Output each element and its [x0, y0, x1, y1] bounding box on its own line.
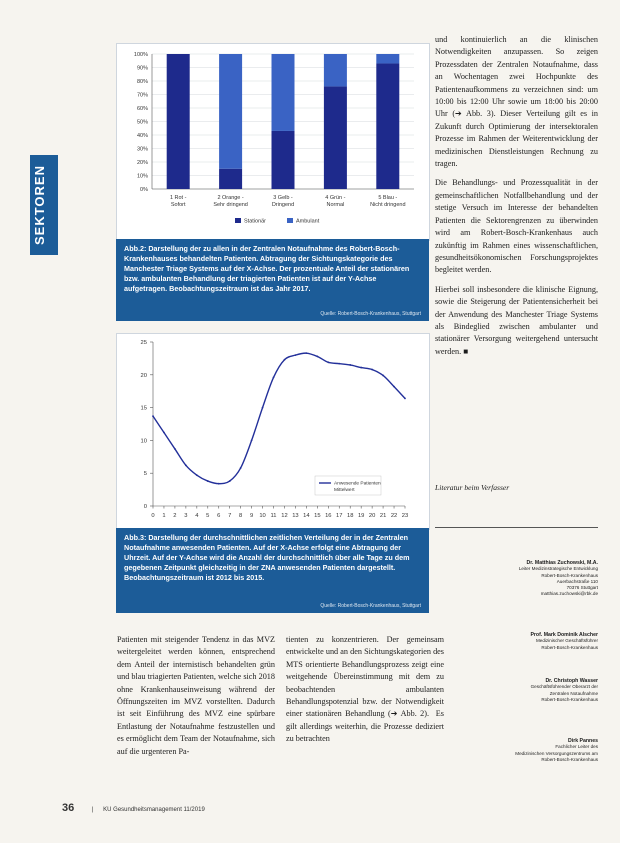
author-line: Geschäftsführender Oberarzt der — [530, 684, 598, 690]
data-point — [240, 467, 242, 469]
x-tick-label: Nicht dringend — [370, 202, 406, 208]
data-point — [152, 415, 154, 417]
literature-note: Literatur beim Verfasser — [435, 483, 510, 492]
section-tab — [30, 155, 58, 255]
data-point — [185, 464, 187, 466]
y-tick-label: 10 — [140, 438, 147, 445]
x-tick-label: 10 — [259, 513, 266, 519]
paragraph: und kontinuierlich an die klinischen Notwendigkeiten anzupassen. So zeigen Prozessdaten der Zentralen Notaufnahme, dass an Wochentagen zwei Hochpunkte des Patientenaufkommens zu verzeichnen sind: um 10:00 bis 12:00 Uhr sowie um 18:00 bis 20:00 Uhr (➔ Abb. 3). Dieser Verteilung gilt es in Zukunft durch Optimierung der intersektoralen Prozesse im Rahmen der Weiterentwicklung der medizinischen Dienstleistungen Rechnung zu tragen. — [435, 35, 598, 169]
x-tick-label: 2 Orange - — [217, 195, 244, 201]
x-tick-label: 5 Blau - — [378, 195, 398, 201]
bar-ambulant — [272, 54, 295, 131]
caption-abb3-text: Abb.3: Darstellung der durchschnittlichen zeitlichen Verteilung der in der Zentralen Notaufnahme anwesenden Patienten. Auf der X-Achse erfolgt eine Abtragung der Uhrzeit. Auf der Y-Achse wird die Anzahl der durchschnittlich über alle Tage zu dem gegebenen Zeitpunkt gleichzeitig in der ZNA anwesenden Patienten dargestellt. Beobachtungszeitraum ist 2012 bis 2015. — [124, 533, 410, 582]
y-tick-label: 50% — [136, 119, 148, 126]
author-line: Fachlicher Leiter des — [555, 744, 598, 750]
bottom-column-1 — [117, 634, 275, 758]
author-line: Robert-Bosch-Krankenhaus — [541, 756, 598, 762]
data-point — [174, 448, 176, 450]
author-email: matthias.zuchowski@rbk.de — [540, 591, 598, 597]
x-tick-label: 3 — [184, 513, 188, 519]
caption-abb2-text: Abb.2: Darstellung der zu allen in der Zentralen Notaufnahme des Robert-Bosch-Krankenhauses behandelten Patienten. Abtragung der Sichtungskategorie des Manchester Triage Systems auf der X-Achse. Der prozentuale Anteil der stationären bzw. ambulanten Behandlung der triagierten Patienten ist auf der Y-Achse aufgetragen. Beobachtungszeitraum ist das Jahr 2017. — [124, 244, 410, 293]
page-number: 36 — [62, 802, 75, 814]
x-tick-label: 4 Grün - — [325, 195, 346, 201]
data-point — [218, 483, 220, 485]
data-point — [229, 480, 231, 482]
bar-ambulant — [219, 54, 242, 169]
bar-ambulant — [324, 54, 347, 86]
figure-stacked-bar — [116, 43, 430, 241]
author-line: 70376 Stuttgart — [566, 585, 598, 591]
data-point — [316, 356, 318, 358]
y-tick-label: 20% — [136, 160, 148, 166]
legend-swatch — [287, 218, 293, 223]
y-tick-label: 60% — [136, 106, 148, 112]
x-tick-label: 1 — [162, 513, 166, 519]
x-tick-label: Sofort — [170, 202, 186, 208]
data-point — [251, 440, 253, 442]
x-tick-label: 16 — [325, 513, 332, 519]
x-tick-label: 20 — [368, 513, 376, 519]
page-footer — [62, 802, 602, 816]
bar-stationaer — [219, 169, 242, 189]
x-tick-label: 3 Gelb - — [273, 195, 293, 201]
x-tick-label: 8 — [239, 513, 243, 519]
caption-abb2 — [116, 239, 429, 321]
data-point — [262, 407, 264, 409]
paragraph: tienten zu konzentrieren. Der gemeinsam entwickelte und an den Sichtungskategorien des MTS orientierte Behandlungsprozess zeigt eine weitgehende Übereinstimmung mit dem zu beobachtenden ambulanten Behandlungspotenzial bzw. der Notwendigkeit einer stationären Behandlung (➔ Abb. 2). Es gilt allerdings weiterhin, die Prozesse dediziert zu betrachten — [286, 635, 444, 744]
x-tick-label: 22 — [390, 513, 398, 519]
series-line — [153, 353, 405, 484]
y-tick-label: 0% — [140, 187, 148, 193]
bar-stationaer — [324, 86, 347, 189]
y-tick-label: 10% — [136, 173, 148, 180]
x-tick-label: 12 — [281, 513, 288, 519]
legend-label: Anwesende Patienten — [334, 481, 381, 487]
author-line: Auerbachstraße 110 — [556, 578, 598, 584]
author-line: Leiter Medizinstrategische Entwicklung — [518, 566, 598, 572]
data-point — [338, 363, 340, 365]
author-line: Medizinischer Geschäftsführer — [535, 638, 598, 644]
author-name: Dr. Christoph Wasser — [545, 678, 598, 684]
author-name: Dirk Pannes — [568, 738, 598, 744]
y-tick-label: 70% — [136, 92, 148, 99]
publication-name: KU Gesundheitsmanagement 11/2019 — [103, 807, 205, 813]
x-tick-label: 6 — [217, 513, 221, 519]
x-tick-label: Dringend — [271, 202, 295, 208]
author-name: Prof. Mark Dominik Alscher — [530, 632, 598, 638]
legend-swatch — [235, 218, 241, 223]
y-tick-label: 40% — [136, 133, 148, 139]
x-tick-label: Sehr dringend — [213, 202, 248, 208]
data-point — [163, 432, 165, 434]
data-point — [404, 398, 406, 400]
data-point — [382, 375, 384, 377]
x-tick-label: 11 — [270, 513, 277, 519]
data-point — [273, 377, 275, 379]
author-line: Robert-Bosch-Krankenhaus — [541, 572, 598, 578]
author-line: Robert-Bosch-Krankenhaus — [541, 696, 598, 702]
x-tick-label: 23 — [401, 513, 409, 519]
y-tick-label: 5 — [143, 471, 147, 478]
right-column — [435, 34, 598, 365]
x-tick-label: Normal — [326, 202, 345, 208]
author-block — [448, 678, 598, 703]
y-tick-label: 15 — [140, 405, 147, 412]
paragraph: Patienten mit steigender Tendenz in das MVZ weitergeleitet werden können, entsprechend dem Anteil der internistisch behandelten grün und blau triagierten Patienten, welche sich 2018 ohne Krankenhauseinweisung während der Öffnungszeiten im MVZ vorstellten. Dadurch ist seit Einführung des MVZ eine spürbare Entlastung der Notaufnahme festzustellen und es ermöglicht dem Team der Notaufnahme, sich auf die urgenteren Pa- — [117, 635, 275, 756]
author-line: Zentralen Notaufnahme — [549, 690, 598, 696]
author-block — [448, 738, 598, 763]
bar-stationaer — [272, 131, 295, 189]
data-point — [371, 369, 373, 371]
bar-stationaer — [376, 63, 399, 189]
x-tick-label: 2 — [173, 513, 177, 519]
paragraph: Die Behandlungs- und Prozessqualität in der gemeinschaftlichen Notfallbehandlung und der stetige Versuch im Interesse der behandelten Patienten die Sektorengrenzen zu überwinden wird am Robert-Bosch-Krankenhaus auch zukünftig im Rahmen eines wissenschaftlichen, gesundheitsökonomischen Forschungsprojektes begleitet werden. — [435, 178, 598, 275]
data-point — [284, 359, 286, 361]
section-tab-label: SEKTOREN — [32, 165, 47, 245]
caption-abb3-source: Quelle: Robert-Bosch-Krankenhaus, Stuttgart — [320, 603, 421, 609]
x-tick-label: 13 — [292, 513, 299, 519]
data-point — [295, 354, 297, 356]
x-tick-label: 17 — [336, 513, 343, 519]
y-tick-label: 0 — [143, 504, 147, 510]
x-tick-label: 9 — [249, 513, 254, 519]
divider — [435, 527, 598, 528]
footer-separator: | — [91, 807, 94, 813]
data-point — [196, 474, 198, 476]
author-line: Medizinischen Versorgungszentrums am — [515, 750, 598, 756]
data-point — [360, 367, 362, 369]
x-tick-label: 19 — [357, 513, 365, 519]
data-point — [349, 364, 351, 366]
figure-line — [116, 333, 430, 530]
x-tick-label: 21 — [379, 513, 387, 519]
bottom-column-2 — [286, 634, 444, 746]
legend-label: Ambulant — [296, 218, 320, 225]
x-tick-label: 7 — [228, 513, 232, 519]
author-name: Dr. Matthias Zuchowski, M.A. — [526, 560, 598, 566]
x-tick-label: 5 — [206, 513, 210, 519]
author-block — [448, 632, 598, 651]
data-point — [327, 361, 329, 363]
data-point — [393, 386, 395, 388]
legend-label: Stationär — [244, 218, 267, 225]
caption-abb2-source: Quelle: Robert-Bosch-Krankenhaus, Stuttgart — [320, 311, 421, 317]
data-point — [207, 480, 209, 482]
bar-chart — [117, 44, 429, 240]
data-point — [305, 352, 307, 354]
x-tick-label: 18 — [346, 513, 354, 519]
y-tick-label: 25 — [140, 340, 147, 346]
x-tick-label: 4 — [195, 513, 199, 519]
y-tick-label: 20 — [140, 372, 147, 379]
author-line: Robert-Bosch-Krankenhaus — [541, 644, 598, 650]
bar-stationaer — [167, 54, 190, 189]
x-tick-label: 0 — [151, 513, 155, 519]
author-block — [448, 560, 598, 598]
y-tick-label: 90% — [136, 65, 148, 72]
y-tick-label: 30% — [136, 146, 148, 153]
y-tick-label: 80% — [136, 79, 148, 85]
x-tick-label: 15 — [314, 513, 321, 519]
legend-label: Mittelwert — [334, 488, 355, 493]
line-chart — [117, 334, 429, 529]
paragraph: Hierbei soll insbesondere die klinische Eignung, sowie die Steigerung der Patientensicherheit bei der Anwendung des Manchester Triage Systems als Bindeglied zwischen ambulanter und stationärer Versorgung weitergehend untersucht werden. ■ — [435, 284, 598, 356]
x-tick-label: 14 — [303, 513, 310, 519]
y-tick-label: 100% — [133, 52, 148, 58]
caption-abb3 — [116, 528, 429, 613]
x-tick-label: 1 Rot - — [169, 195, 187, 201]
bar-ambulant — [376, 54, 399, 63]
